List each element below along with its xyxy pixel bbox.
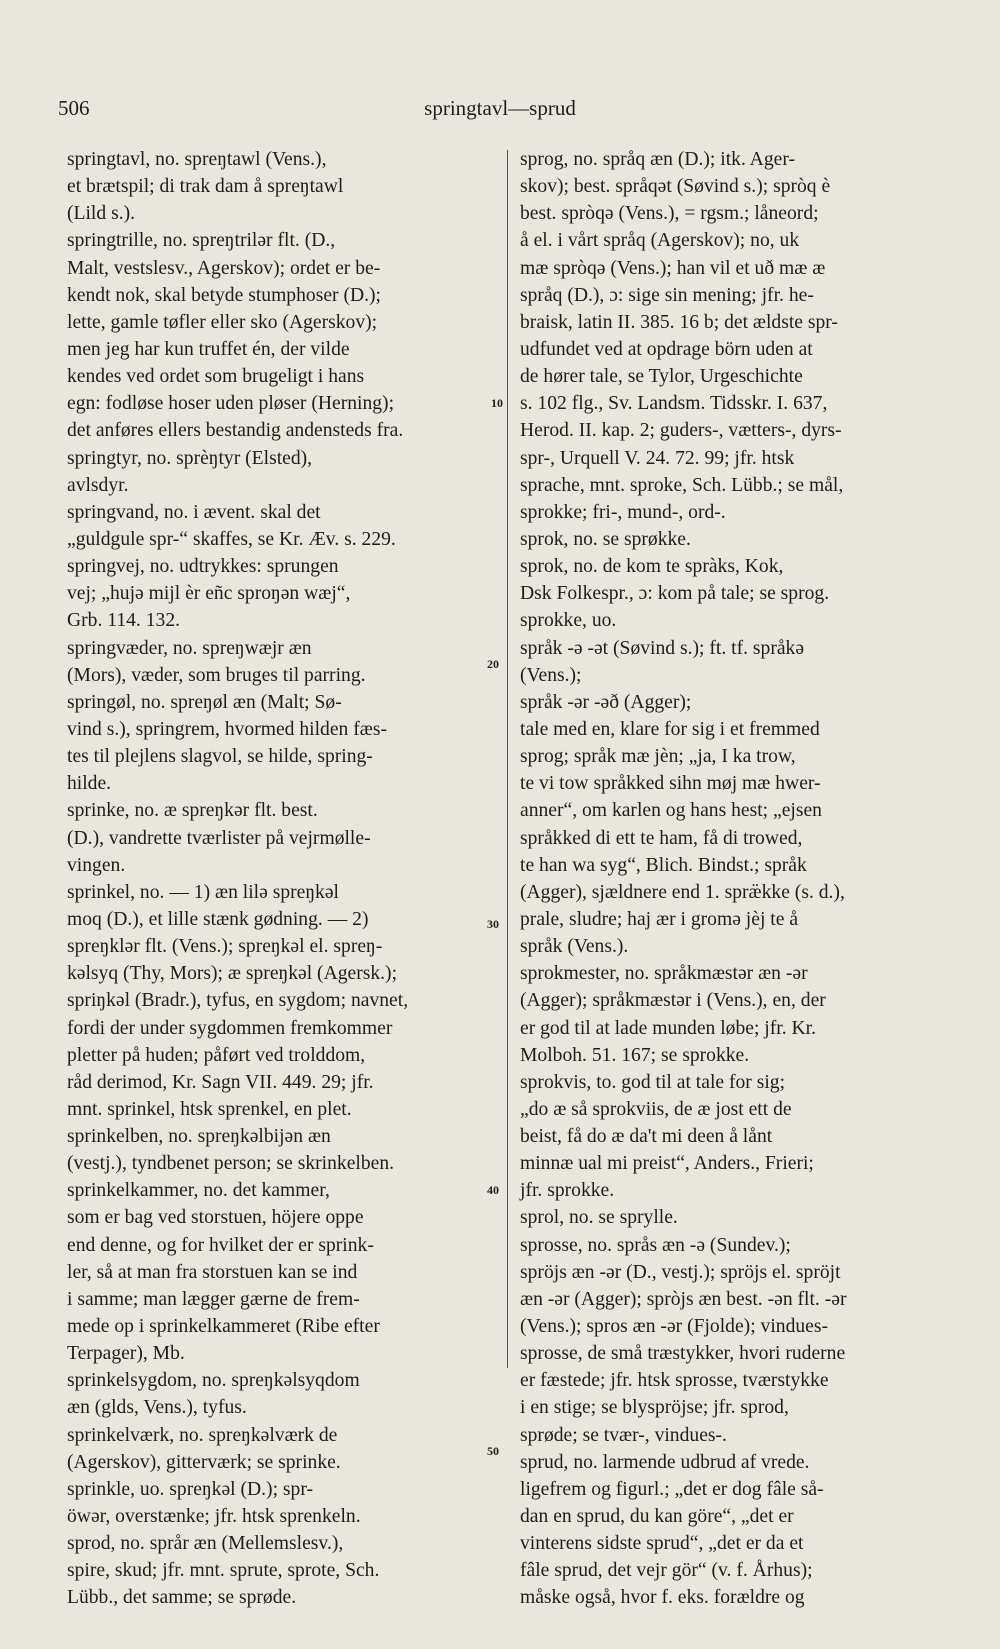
text-line: sprol, no. se sprylle. <box>520 1207 678 1229</box>
text-line: braisk, latin II. 385. 16 b; det ældste spr- <box>520 311 838 333</box>
text-line: (Mors), væder, som bruges til parring. <box>67 664 366 686</box>
text-line: Herod. II. kap. 2; guders-, vætters-, dyrs- <box>520 420 842 442</box>
column-rule <box>507 150 508 1368</box>
text-line: springvæder, no. spreŋwæjr æn <box>67 637 312 659</box>
text-line: „do æ så sprokviis, de æ jost ett de <box>520 1098 792 1120</box>
text-line: end denne, og for hvilket der er sprink- <box>67 1234 374 1256</box>
text-line: sprosse, de små træstykker, hvori ruderne <box>520 1343 846 1365</box>
text-line: æn -ər (Agger); spròjs æn best. -ən flt. -ər <box>520 1288 847 1310</box>
text-line: springtrille, no. spreŋtrilər flt. (D., <box>67 230 336 252</box>
text-line: mnt. sprinkel, htsk sprenkel, en plet. <box>67 1098 352 1120</box>
line-number: 50 <box>487 1444 499 1458</box>
text-line: ler, så at man fra storstuen kan se ind <box>67 1261 358 1283</box>
text-line: skov); best. språqət (Søvind s.); spròq è <box>520 176 831 198</box>
text-line: språq (D.), ɔ: sige sin mening; jfr. he- <box>520 284 814 306</box>
text-line: mede op i sprinkelkammeret (Ribe efter <box>67 1316 380 1338</box>
text-line: de hører tale, se Tylor, Urgeschichte <box>520 366 803 388</box>
text-line: udfundet ved at opdrage börn uden at <box>520 338 813 360</box>
text-line: (Agger); språkmæstər i (Vens.), en, der <box>520 990 826 1012</box>
text-line: avlsdyr. <box>67 474 129 496</box>
text-line: er fæstede; jfr. htsk sprosse, tværstykke <box>520 1370 829 1392</box>
text-line: tes til plejlens slagvol, se hilde, spring- <box>67 746 373 768</box>
text-line: tale med en, klare for sig i et fremmed <box>520 718 820 740</box>
text-line: sprinkelkammer, no. det kammer, <box>67 1180 330 1202</box>
text-line: æn (glds, Vens.), tyfus. <box>67 1397 247 1419</box>
text-line: Malt, vestslesv., Agerskov); ordet er be- <box>67 257 381 279</box>
text-line: sprokmester, no. språkmæstər æn -ər <box>520 963 808 985</box>
text-line: spröjs æn -ər (D., vestj.); spröjs el. spröjt <box>520 1261 841 1283</box>
text-line: som er bag ved storstuen, höjere oppe <box>67 1207 364 1229</box>
text-line: (vestj.), tyndbenet person; se skrinkelben. <box>67 1153 395 1175</box>
text-line: sprinkelsygdom, no. spreŋkəlsyqdom <box>67 1370 360 1392</box>
text-line: Dsk Folkespr., ɔ: kom på tale; se sprog. <box>520 583 830 605</box>
text-line: sprog, no. språq æn (D.); itk. Ager- <box>520 149 795 170</box>
text-line: sprud, no. larmende udbrud af vrede. <box>520 1451 810 1473</box>
text-line: anner“, om karlen og hans hest; „ejsen <box>520 800 822 822</box>
text-line: springtavl, no. spreŋtawl (Vens.), <box>67 149 327 170</box>
text-line: sprokke, uo. <box>520 610 617 632</box>
line-number: 40 <box>487 1183 499 1197</box>
text-line: springøl, no. spreŋøl æn (Malt; Sø- <box>67 691 342 713</box>
text-line: vingen. <box>67 854 126 876</box>
text-line: kendt nok, skal betyde stumphoser (D.); <box>67 284 381 306</box>
text-line: fordi der under sygdommen fremkommer <box>67 1017 393 1039</box>
line-number: 30 <box>487 917 499 931</box>
text-line: (Vens.); <box>520 664 582 686</box>
text-line: spriŋkəl (Bradr.), tyfus, en sygdom; navnet, <box>67 990 409 1012</box>
text-line: „guldgule spr-“ skaffes, se Kr. Æv. s. 229. <box>67 528 396 550</box>
text-line: mæ spròqə (Vens.); han vil et uð mæ æ <box>520 257 826 279</box>
text-line: sprøde; se tvær-, vindues-. <box>520 1424 727 1446</box>
text-line: sprod, no. språr æn (Mellemslesv.), <box>67 1533 344 1555</box>
text-line: men jeg har kun truffet én, der vilde <box>67 338 350 360</box>
text-line: spreŋklər flt. (Vens.); spreŋkəl el. spreŋ- <box>67 936 383 958</box>
text-line: Lübb., det samme; se sprøde. <box>67 1587 297 1609</box>
text-line: lette, gamle tøfler eller sko (Agerskov); <box>67 311 378 333</box>
text-line: te vi tow språkked sihn møj mæ hwer- <box>520 773 821 795</box>
text-line: et brætspil; di trak dam å spreŋtawl <box>67 176 344 198</box>
text-line: vind s.), springrem, hvormed hilden fæs- <box>67 718 387 740</box>
text-line: språk -ər -əð (Agger); <box>520 691 692 713</box>
text-line: kendes ved ordet som brugeligt i hans <box>67 366 365 388</box>
text-line: sprinke, no. æ spreŋkər flt. best. <box>67 800 318 822</box>
text-line: Molboh. 51. 167; se sprokke. <box>520 1044 750 1066</box>
text-line: råd derimod, Kr. Sagn VII. 449. 29; jfr. <box>67 1071 374 1093</box>
text-line: sprog; språk mæ jèn; „ja, I ka trow, <box>520 746 796 768</box>
text-line: moq (D.), et lille stænk gødning. — 2) <box>67 908 369 930</box>
text-line: öwər, overstænke; jfr. htsk sprenkeln. <box>67 1506 361 1528</box>
text-line: jfr. sprokke. <box>520 1180 615 1202</box>
text-line: spr-, Urquell V. 24. 72. 99; jfr. htsk <box>520 447 795 469</box>
text-line: språkked di ett te ham, få di trowed, <box>520 827 803 849</box>
text-line: s. 102 flg., Sv. Landsm. Tidsskr. I. 637, <box>520 393 828 415</box>
text-line: beist, få do æ da't mi deen å lånt <box>520 1126 773 1148</box>
text-line: (Agerskov), gitterværk; se sprinke. <box>67 1451 341 1473</box>
text-line: sprok, no. de kom te spràks, Kok, <box>520 556 784 578</box>
text-line: (Vens.); spros æn -ər (Fjolde); vindues- <box>520 1316 829 1338</box>
text-line: spire, skud; jfr. mnt. sprute, sprote, Sch. <box>67 1560 380 1582</box>
text-line: minnæ ual mi preist“, Anders., Frieri; <box>520 1153 814 1175</box>
left-column <box>67 146 499 1612</box>
text-line: sprache, mnt. sproke, Sch. Lübb.; se mål, <box>520 474 844 496</box>
right-column <box>520 146 954 1612</box>
text-line: prale, sludre; haj ær i gromə jèj te å <box>520 908 799 930</box>
text-line: (Lild s.). <box>67 203 136 225</box>
text-line: sprokvis, to. god til at tale for sig; <box>520 1071 786 1093</box>
text-line: sprinkel, no. — 1) æn lilə spreŋkəl <box>67 881 339 903</box>
text-line: er god til at lade munden løbe; jfr. Kr. <box>520 1017 817 1039</box>
text-line: vinterens sidste sprud“, „det er da et <box>520 1533 804 1555</box>
text-line: te han wa syg“, Blich. Bindst.; språk <box>520 854 807 876</box>
line-number: 20 <box>487 657 499 671</box>
text-line: språk -ə -ət (Søvind s.); ft. tf. språkə <box>520 637 805 659</box>
text-line: sprosse, no. språs æn -ə (Sundev.); <box>520 1234 791 1256</box>
running-title: springtavl—sprud <box>424 96 576 120</box>
text-line: å el. i vårt språq (Agerskov); no, uk <box>520 230 800 252</box>
text-line: (D.), vandrette tværlister på vejrmølle- <box>67 827 371 849</box>
text-line: Terpager), Mb. <box>67 1343 185 1365</box>
page-number: 506 <box>58 96 90 120</box>
text-line: i samme; man lægger gærne de frem- <box>67 1288 360 1310</box>
text-line: måske også, hvor f. eks. forældre og <box>520 1587 805 1609</box>
text-line: sprok, no. se sprøkke. <box>520 528 691 550</box>
text-line: dan en sprud, du kan göre“, „det er <box>520 1506 794 1528</box>
text-line: springtyr, no. sprèŋtyr (Elsted), <box>67 447 313 469</box>
text-line: kəlsyq (Thy, Mors); æ spreŋkəl (Agersk.); <box>67 963 398 985</box>
text-line: vej; „hujə mijl èr eñc sproŋən wæj“, <box>67 583 351 605</box>
text-line: springvej, no. udtrykkes: sprungen <box>67 556 339 578</box>
line-number: 10 <box>491 396 503 410</box>
text-line: sprinkelben, no. spreŋkəlbijən æn <box>67 1126 331 1148</box>
text-line: sprinkelværk, no. spreŋkəlværk de <box>67 1424 338 1446</box>
text-line: sprokke; fri-, mund-, ord-. <box>520 501 726 523</box>
text-line: springvand, no. i ævent. skal det <box>67 501 321 523</box>
text-line: pletter på huden; påført ved trolddom, <box>67 1044 366 1066</box>
text-line: Grb. 114. 132. <box>67 610 181 632</box>
text-line: (Agger), sjældnere end 1. spræ̈kke (s. d.), <box>520 881 845 903</box>
text-line: ligefrem og figurl.; „det er dog fâle så- <box>520 1478 824 1500</box>
text-line: det anføres ellers bestandig andensteds fra. <box>67 420 404 442</box>
text-line: i en stige; se blyspröjse; jfr. sprod, <box>520 1397 789 1419</box>
text-line: egn: fodløse hoser uden pløser (Herning); <box>67 393 395 415</box>
text-line: best. spròqə (Vens.), = rgsm.; låneord; <box>520 203 819 225</box>
text-line: språk (Vens.). <box>520 936 629 958</box>
text-line: fâle sprud, det vejr gör“ (v. f. Århus); <box>520 1560 813 1582</box>
text-line: sprinkle, uo. spreŋkəl (D.); spr- <box>67 1478 314 1500</box>
text-line: hilde. <box>67 773 112 795</box>
